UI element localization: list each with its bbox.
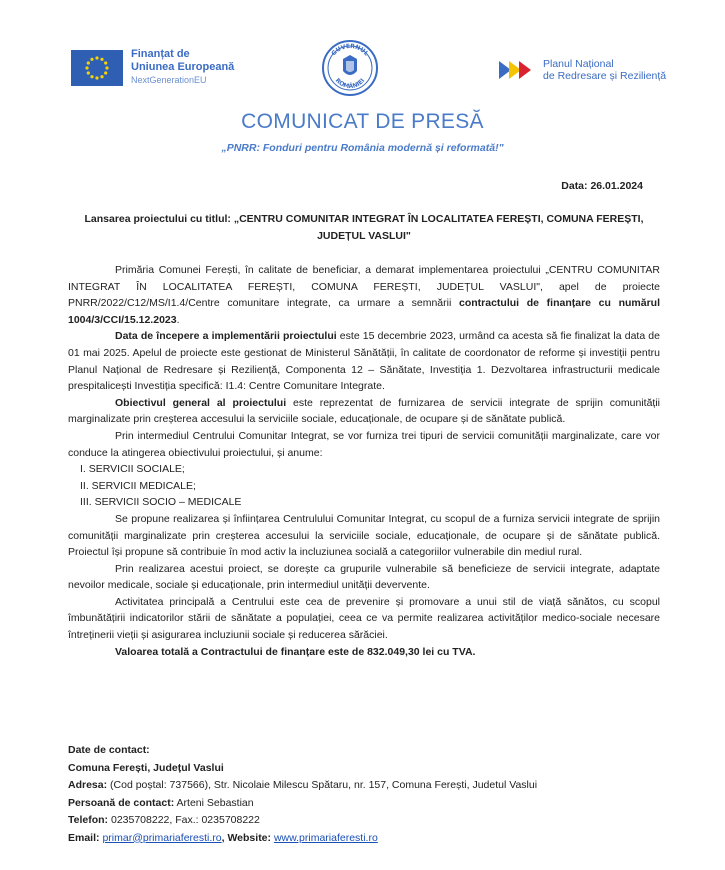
paragraph-2: Data de începere a implementării proiectului este 15 decembrie 2023, urmând ca acesta să fie finalizat la data de 01 mai 2025. Apelul de proiecte este gestionat de Ministerul Sănătății, în calitate de coordonator de reforme și investiții pentru Planul Național de Redresare și Reziliență, Componenta 12 – Sănătate, Investiția 1. Dezvoltarea infrastructurii medicale prespitalicești Investiția specifică: I1.4: Centre Comunitare Integrate. [68, 330, 660, 393]
body-text [68, 262, 660, 660]
eu-funding-logo [71, 48, 234, 87]
contact-heading: Date de contact: [68, 744, 150, 756]
contact-person: Persoană de contact: Arteni Sebastian [68, 796, 254, 809]
contact-block [68, 742, 537, 847]
government-seal-icon [321, 39, 379, 97]
eu-line-1: Finanțat de [131, 48, 190, 60]
contact-email-row: Email: primar@primariaferesti.ro, Website: www.primariaferesti.ro [68, 831, 378, 844]
pnrr-line-1: Planul Național [543, 58, 614, 70]
project-title: Lansarea proiectului cu titlul: „CENTRU COMUNITAR INTEGRAT ÎN LOCALITATEA FEREȘTI, COMUNA FEREȘTI, JUDEȚUL VASLUI" [84, 213, 644, 242]
email-link[interactable]: primar@primariaferesti.ro [102, 831, 222, 844]
paragraph-3: Obiectivul general al proiectului este reprezentat de furnizarea de servicii integrate de sprijin comunității marginalizate prin creșterea accesului la serviciile sociale, educaționale, de ocupare și de sănătate publică. [68, 396, 660, 426]
seal-text-bottom: ROMÂNIEI [333, 77, 367, 91]
eu-line-3: NextGenerationEU [131, 75, 207, 85]
list-item: III. SERVICII SOCIO – MEDICALE [80, 496, 242, 509]
seal-text-top: GUVERNUL [330, 42, 370, 58]
contact-phone: Telefon: 0235708222, Fax.: 0235708222 [68, 814, 260, 826]
paragraph-7: Activitatea principală a Centrului este cea de prevenire și promovare a unui stil de viață sănătos, cu scopul îmbunătățirii indicatorilor stării de sănătate a populației, ceea ce va permite realizarea activităților medico-sociale necesare întreținerii vieții și asigurarea incluziunii sociale și reducerea sărăciei. [68, 595, 660, 642]
svg-text:ROMÂNIEI [334, 77, 366, 90]
pnrr-logo-icon [499, 59, 539, 81]
page-title: COMUNICAT DE PRESĂ [241, 110, 484, 133]
release-date: Data: 26.01.2024 [561, 180, 643, 192]
eu-line-2: Uniunea Europeană [131, 61, 235, 73]
pnrr-line-2: de Redresare și Reziliență [543, 70, 667, 82]
page-subtitle: „PNRR: Fonduri pentru România modernă și reformată!" [221, 142, 504, 154]
website-link[interactable]: www.primariaferesti.ro [273, 831, 378, 844]
services-list [68, 461, 660, 511]
paragraph-6: Prin realizarea acestui proiect, se dorește ca grupurile vulnerabile să beneficieze de servicii integrate, adaptate nevoilor medicale, sociale și educaționale, prin intermediul unității devervente. [68, 562, 660, 592]
eu-flag-icon [71, 50, 123, 86]
pnrr-logo [499, 58, 666, 82]
paragraph-4: Prin intermediul Centrului Comunitar Integrat, se vor furniza trei tipuri de servicii comunității marginalizate, care vor conduce la atingerea obiectivului proiectului, și anume: [68, 429, 660, 459]
paragraph-1: Primăria Comunei Ferești, în calitate de beneficiar, a demarat implementarea proiectului „CENTRU COMUNITAR INTEGRAT ÎN LOCALITATEA FEREȘTI, COMUNA FEREȘTI, JUDEȚUL VASLUI", apel de proiecte PNRR/2022/C12/MS/I1.4/Centre comunitare integrate, ca urmare a semnării contractului de finanțare cu numărul 1004/3/CCI/15.12.2023. [68, 264, 661, 326]
list-item: I. SERVICII SOCIALE; [80, 463, 185, 476]
paragraph-8: Valoarea totală a Contractului de finanțare este de 832.049,30 lei cu TVA. [115, 645, 476, 658]
contact-address: Adresa: (Cod poștal: 737566), Str. Nicolaie Milescu Spătaru, nr. 157, Comuna Ferești, Judetul Vaslui [68, 779, 538, 791]
list-item: II. SERVICII MEDICALE; [80, 479, 196, 492]
contact-org: Comuna Ferești, Județul Vaslui [68, 761, 224, 774]
paragraph-5: Se propune realizarea și înființarea Centrulului Comunitar Integrat, cu scopul de a furniza servicii integrate de sprijin comunității marginalizate prin creșterea accesului la serviciile sociale, educaționale, de ocupare și de sănătate publică. Proiectul își propune să contribuie în mod activ la incluziunea socială a categoriilor vulnerabile din mediul rural. [68, 512, 660, 559]
